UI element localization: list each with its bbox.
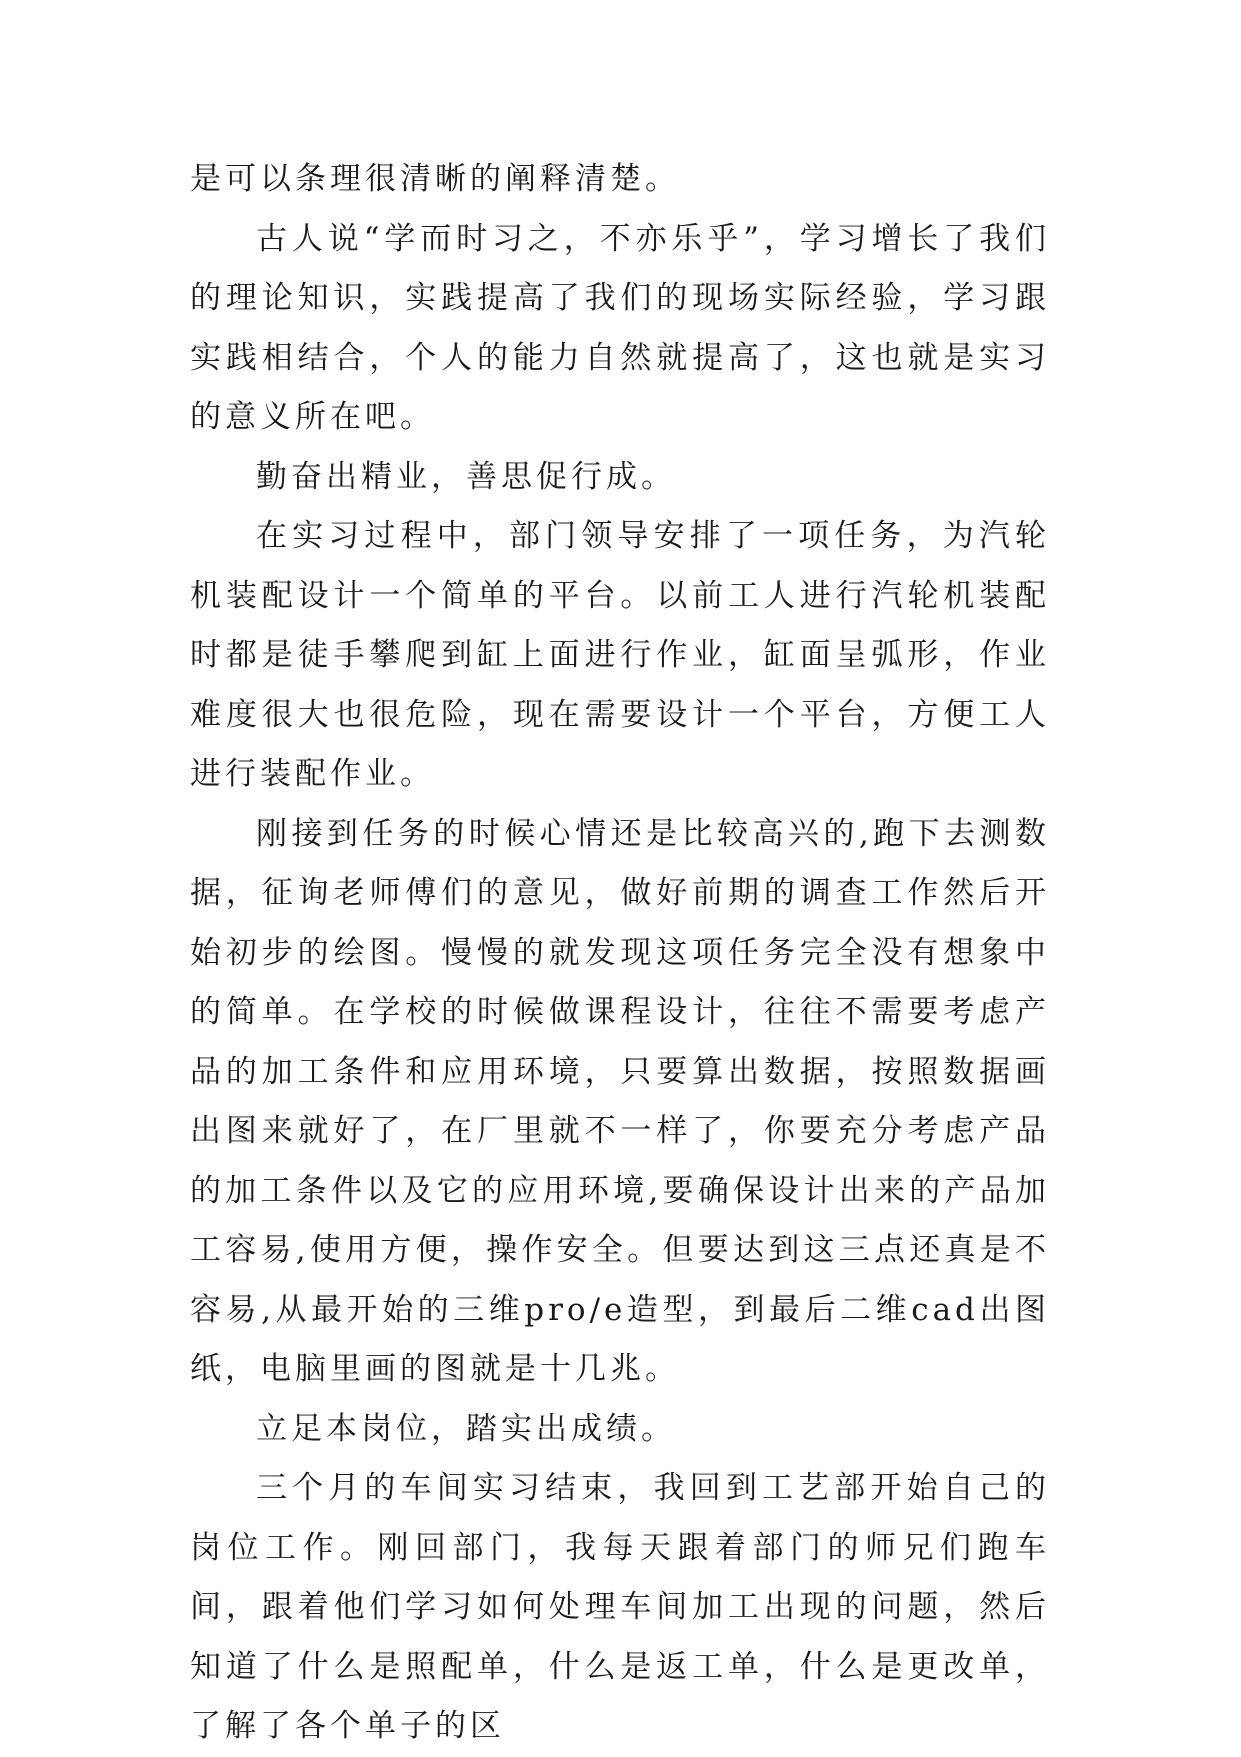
paragraph-continuation: 是可以条理很清晰的阐释清楚。: [190, 161, 680, 197]
paragraph-heading-diligence: 勤奋出精业，善思促行成。: [256, 458, 676, 495]
paragraph-quote-learning: 古人说“学而时习之，不亦乐乎”，学习增长了我们的理论知识，实践提高了我们的现场实际经验，学习跟实践相结合，个人的能力自然就提高了，这也就是实习的意义所在吧。: [190, 220, 1050, 435]
paragraph-task-process: 刚接到任务的时候心情还是比较高兴的,跑下去测数据，征询老师傅们的意见，做好前期的调查工作然后开始初步的绘图。慢慢的就发现这项任务完全没有想象中的简单。在学校的时候做课程设计，往往不需要考虑产品的加工条件和应用环境，只要算出数据，按照数据画出图来就好了，在厂里就不一样了，你要充分考虑产品的加工条件以及它的应用环境,要确保设计出来的产品加工容易,使用方便，操作安全。但要达到这三点还真是不容易,从最开始的三维pro/e造型，到最后二维cad出图纸，电脑里画的图就是十几兆。: [190, 815, 1050, 1387]
paragraph-heading-position: 立足本岗位，踏实出成绩。: [256, 1410, 676, 1447]
paragraph-workshop-return: 三个月的车间实习结束，我回到工艺部开始自己的岗位工作。刚回部门，我每天跟着部门的师兄们跑车间，跟着他们学习如何处理车间加工出现的问题，然后知道了什么是照配单，什么是返工单，什么是更改单，了解了各个单子的区: [190, 1470, 1050, 1744]
paragraph-task-assignment: 在实习过程中，部门领导安排了一项任务，为汽轮机装配设计一个简单的平台。以前工人进行汽轮机装配时都是徒手攀爬到缸上面进行作业，缸面呈弧形，作业难度很大也很危险，现在需要设计一个平台，方便工人进行装配作业。: [190, 518, 1050, 792]
document-body: [190, 150, 1050, 1757]
